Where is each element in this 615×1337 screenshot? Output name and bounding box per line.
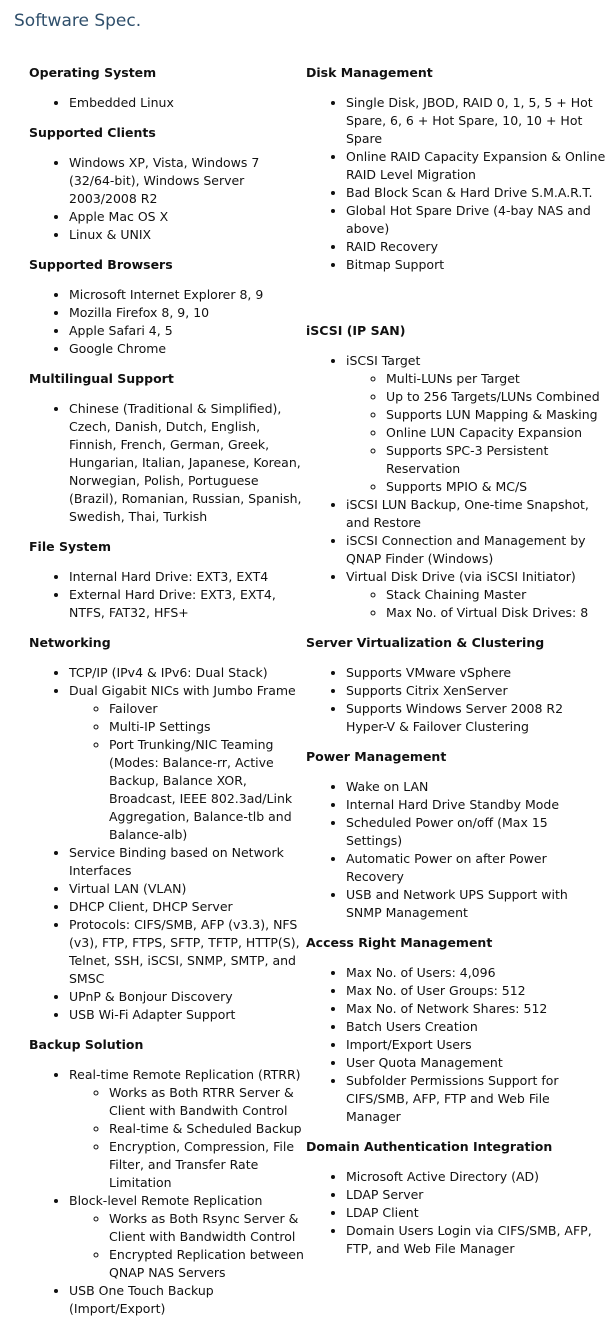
- spec-item-text: iSCSI Target: [346, 353, 421, 368]
- spec-item-text: Internal Hard Drive Standby Mode: [346, 797, 560, 812]
- section-heading-operating-system: Operating System: [29, 65, 157, 80]
- spec-item: [346, 256, 606, 274]
- spec-item: [346, 700, 606, 736]
- section-heading-backup-solution: Backup Solution: [29, 1037, 144, 1052]
- section-heading-domain-authentication-integration: Domain Authentication Integration: [306, 1139, 553, 1154]
- spec-subitem: ◦ Stack Chaining Master: [386, 586, 606, 604]
- spec-item: [69, 916, 304, 988]
- spec-list: [306, 1168, 606, 1258]
- spec-item-text: LDAP Client: [346, 1205, 419, 1220]
- section-spacer: [306, 286, 606, 322]
- spec-item: [346, 1222, 606, 1258]
- spec-list: [306, 664, 606, 736]
- spec-item-text: Microsoft Active Directory (AD): [346, 1169, 540, 1184]
- spec-item-text: Block-level Remote Replication: [69, 1193, 263, 1208]
- spec-item: [346, 850, 606, 886]
- spec-item-text: USB One Touch Backup (Import/Export): [69, 1283, 214, 1316]
- spec-subitem: ◦ Multi-IP Settings: [109, 718, 304, 736]
- spec-subitem: ◦ Up to 256 Targets/LUNs Combined: [386, 388, 606, 406]
- spec-item-text: iSCSI LUN Backup, One-time Snapshot, and Restore: [346, 497, 589, 530]
- spec-subitem: ◦ Works as Both RTRR Server & Client with Bandwith Control: [109, 1084, 304, 1120]
- spec-item: [69, 664, 304, 682]
- spec-item-text: Windows XP, Vista, Windows 7 (32/64-bit), Windows Server 2003/2008 R2: [69, 155, 260, 206]
- spec-item: [346, 664, 606, 682]
- spec-item: [346, 778, 606, 796]
- section-heading-server-virtualization-clustering: Server Virtualization & Clustering: [306, 635, 545, 650]
- spec-item-text: TCP/IP (IPv4 & IPv6: Dual Stack): [69, 665, 268, 680]
- spec-item-text: Online RAID Capacity Expansion & Online RAID Level Migration: [346, 149, 606, 182]
- spec-item-text: iSCSI Connection and Management by QNAP Finder (Windows): [346, 533, 586, 566]
- spec-item-text: Bitmap Support: [346, 257, 445, 272]
- spec-item: [346, 496, 606, 532]
- spec-item: [69, 1282, 304, 1318]
- spec-item: [346, 886, 606, 922]
- page-title: Software Spec.: [14, 11, 142, 31]
- spec-item-text: Max No. of Network Shares: 512: [346, 1001, 548, 1016]
- spec-item: [69, 400, 304, 526]
- spec-item-text: Virtual Disk Drive (via iSCSI Initiator): [346, 569, 576, 584]
- spec-item: [346, 1018, 606, 1036]
- spec-item: [69, 844, 304, 880]
- spec-item: [346, 148, 606, 184]
- spec-item-text: Apple Mac OS X: [69, 209, 169, 224]
- spec-item-text: Chinese (Traditional & Simplified), Czech, Danish, Dutch, English, Finnish, French, German, Greek, Hungarian, Italian, Japanese, Korean, Norwegian, Polish, Portuguese (Brazil), Romanian, Russian, Spanish, Swedish, Thai, Turkish: [69, 401, 302, 524]
- spec-sublist: [69, 1210, 304, 1282]
- spec-item: [69, 682, 304, 844]
- spec-item-text: Scheduled Power on/off (Max 15 Settings): [346, 815, 548, 848]
- spec-item: [69, 898, 304, 916]
- spec-item: [69, 880, 304, 898]
- spec-item: [346, 94, 606, 148]
- spec-item: [346, 814, 606, 850]
- spec-item-text: Global Hot Spare Drive (4-bay NAS and above): [346, 203, 591, 236]
- spec-item: [69, 208, 304, 226]
- spec-subitem: ◦ Encryption, Compression, File Filter, and Transfer Rate Limitation: [109, 1138, 304, 1192]
- spec-item: [346, 1036, 606, 1054]
- spec-item-text: Single Disk, JBOD, RAID 0, 1, 5, 5 + Hot Spare, 6, 6 + Hot Spare, 10, 10 + Hot Spare: [346, 95, 593, 146]
- section-heading-access-right-management: Access Right Management: [306, 935, 493, 950]
- spec-list: [306, 352, 606, 622]
- spec-subitem: ◦ Supports MPIO & MC/S: [386, 478, 606, 496]
- spec-subitem: ◦ Supports SPC-3 Persistent Reservation: [386, 442, 606, 478]
- spec-item: [346, 1168, 606, 1186]
- spec-item-text: Max No. of Users: 4,096: [346, 965, 496, 980]
- spec-item-text: Internal Hard Drive: EXT3, EXT4: [69, 569, 269, 584]
- spec-item: [69, 586, 304, 622]
- section-heading-iscsi-ip-san: iSCSI (IP SAN): [306, 323, 406, 338]
- spec-item-text: Apple Safari 4, 5: [69, 323, 173, 338]
- spec-item: [346, 964, 606, 982]
- spec-subitem: ◦ Max No. of Virtual Disk Drives: 8: [386, 604, 606, 622]
- section-heading-networking: Networking: [29, 635, 111, 650]
- section-heading-multilingual-support: Multilingual Support: [29, 371, 174, 386]
- spec-item-text: Wake on LAN: [346, 779, 429, 794]
- spec-item: [346, 1186, 606, 1204]
- spec-item-text: Automatic Power on after Power Recovery: [346, 851, 547, 884]
- spec-list: [306, 964, 606, 1126]
- spec-item-text: User Quota Management: [346, 1055, 503, 1070]
- spec-list: [29, 1066, 304, 1318]
- section-heading-supported-browsers: Supported Browsers: [29, 257, 173, 272]
- spec-sublist: [69, 1084, 304, 1192]
- section-heading-file-system: File System: [29, 539, 112, 554]
- spec-item-text: UPnP & Bonjour Discovery: [69, 989, 233, 1004]
- spec-item: [346, 982, 606, 1000]
- spec-item-text: USB Wi-Fi Adapter Support: [69, 1007, 236, 1022]
- spec-subitem: ◦ Port Trunking/NIC Teaming (Modes: Balance-rr, Active Backup, Balance XOR, Broadcast, IEEE 802.3ad/Link Aggregation, Balance-tlb and Balance-alb): [109, 736, 304, 844]
- spec-item: [346, 1072, 606, 1126]
- section-heading-power-management: Power Management: [306, 749, 447, 764]
- spec-item-text: USB and Network UPS Support with SNMP Management: [346, 887, 568, 920]
- spec-item-text: Supports VMware vSphere: [346, 665, 512, 680]
- spec-item: [69, 286, 304, 304]
- spec-list: [29, 154, 304, 244]
- spec-subitem: ◦ Encrypted Replication between QNAP NAS Servers: [109, 1246, 304, 1282]
- spec-item: [69, 226, 304, 244]
- spec-item: [69, 1006, 304, 1024]
- spec-item: [69, 568, 304, 586]
- spec-item: [346, 238, 606, 256]
- spec-item-text: Real-time Remote Replication (RTRR): [69, 1067, 301, 1082]
- spec-item: [69, 988, 304, 1006]
- spec-subitem: ◦ Real-time & Scheduled Backup: [109, 1120, 304, 1138]
- spec-item-text: Subfolder Permissions Support for CIFS/SMB, AFP, FTP and Web File Manager: [346, 1073, 559, 1124]
- spec-sublist: [69, 700, 304, 844]
- spec-item-text: Mozilla Firefox 8, 9, 10: [69, 305, 210, 320]
- spec-item: [346, 1204, 606, 1222]
- spec-item-text: External Hard Drive: EXT3, EXT4, NTFS, FAT32, HFS+: [69, 587, 276, 620]
- spec-item: [69, 322, 304, 340]
- spec-item: [346, 1054, 606, 1072]
- spec-list: [29, 286, 304, 358]
- spec-item-text: DHCP Client, DHCP Server: [69, 899, 233, 914]
- section-heading-disk-management: Disk Management: [306, 65, 433, 80]
- spec-item: [69, 154, 304, 208]
- spec-item: [346, 184, 606, 202]
- spec-item-text: Batch Users Creation: [346, 1019, 478, 1034]
- left-column: [29, 64, 304, 1330]
- spec-item-text: Domain Users Login via CIFS/SMB, AFP, FTP, and Web File Manager: [346, 1223, 592, 1256]
- spec-item: [69, 1192, 304, 1282]
- spec-list: [29, 664, 304, 1024]
- spec-list: [306, 778, 606, 922]
- spec-item: [346, 1000, 606, 1018]
- spec-item: [69, 94, 304, 112]
- spec-subitem: ◦ Multi-LUNs per Target: [386, 370, 606, 388]
- spec-item-text: Virtual LAN (VLAN): [69, 881, 187, 896]
- spec-sublist: [346, 586, 606, 622]
- spec-item-text: Protocols: CIFS/SMB, AFP (v3.3), NFS (v3), FTP, FTPS, SFTP, TFTP, HTTP(S), Telnet, SSH, iSCSI, SNMP, SMTP, and SMSC: [69, 917, 300, 986]
- spec-subitem: ◦ Supports LUN Mapping & Masking: [386, 406, 606, 424]
- spec-item-text: Supports Windows Server 2008 R2 Hyper-V & Failover Clustering: [346, 701, 564, 734]
- right-column: [306, 64, 606, 1270]
- spec-list: [29, 400, 304, 526]
- spec-subitem: ◦ Online LUN Capacity Expansion: [386, 424, 606, 442]
- spec-subitem: ◦ Failover: [109, 700, 304, 718]
- spec-item-text: Import/Export Users: [346, 1037, 472, 1052]
- spec-item: [346, 682, 606, 700]
- spec-item-text: Linux & UNIX: [69, 227, 152, 242]
- spec-item-text: RAID Recovery: [346, 239, 438, 254]
- spec-item: [69, 1066, 304, 1192]
- spec-sublist: [346, 370, 606, 496]
- spec-item-text: Max No. of User Groups: 512: [346, 983, 526, 998]
- spec-item-text: Google Chrome: [69, 341, 167, 356]
- spec-item: [346, 202, 606, 238]
- spec-item-text: LDAP Server: [346, 1187, 424, 1202]
- spec-item-text: Embedded Linux: [69, 95, 174, 110]
- spec-item: [69, 340, 304, 358]
- spec-list: [306, 94, 606, 274]
- spec-item: [346, 352, 606, 496]
- spec-item: [346, 532, 606, 568]
- spec-item-text: Microsoft Internet Explorer 8, 9: [69, 287, 264, 302]
- spec-subitem: ◦ Works as Both Rsync Server & Client with Bandwidth Control: [109, 1210, 304, 1246]
- section-heading-supported-clients: Supported Clients: [29, 125, 156, 140]
- spec-item-text: Supports Citrix XenServer: [346, 683, 508, 698]
- spec-list: [29, 568, 304, 622]
- spec-item-text: Service Binding based on Network Interfaces: [69, 845, 284, 878]
- spec-item-text: Bad Block Scan & Hard Drive S.M.A.R.T.: [346, 185, 593, 200]
- spec-list: [29, 94, 304, 112]
- spec-item: [346, 568, 606, 622]
- spec-item-text: Dual Gigabit NICs with Jumbo Frame: [69, 683, 296, 698]
- spec-item: [346, 796, 606, 814]
- spec-item: [69, 304, 304, 322]
